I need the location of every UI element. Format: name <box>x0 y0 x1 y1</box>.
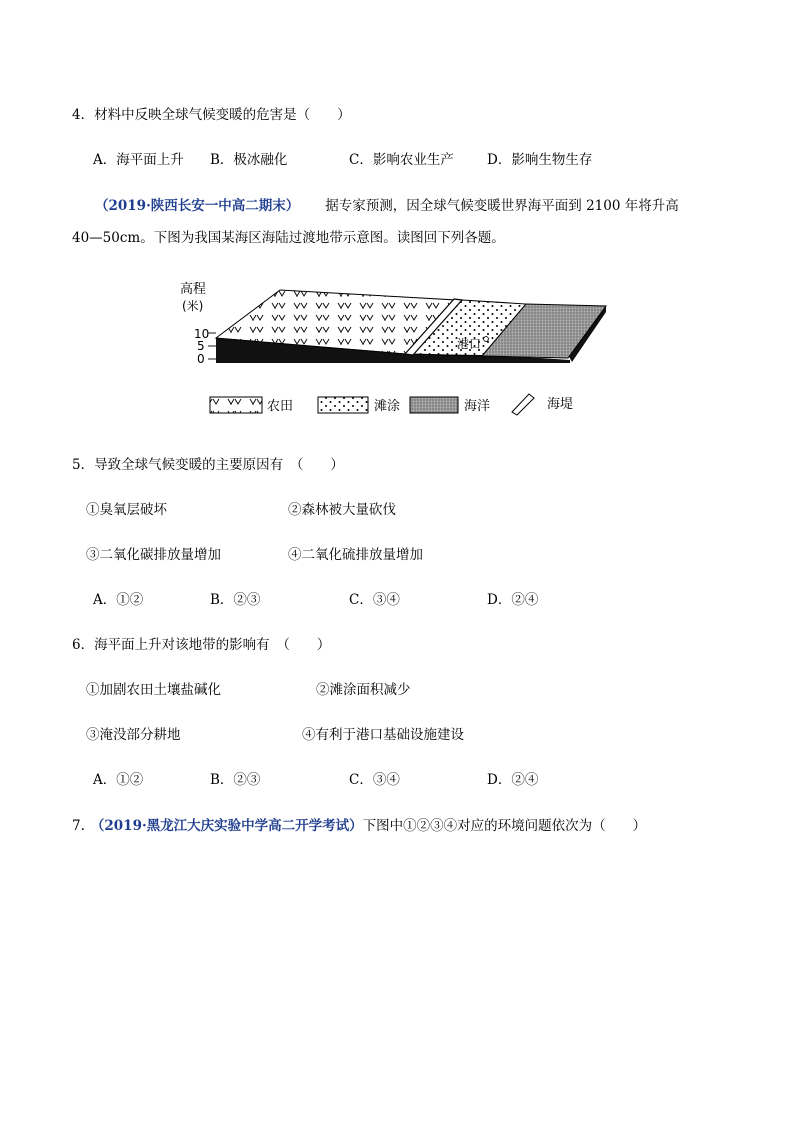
y-axis-unit: (米) <box>182 299 204 313</box>
farmland-pattern-icon <box>210 397 262 413</box>
q5-option-c: C．③④ <box>349 592 400 608</box>
q6-item-1: ①加剧农田土壤盐碱化 <box>86 682 221 698</box>
q4-option-c: C．影响农业生产 <box>349 152 454 168</box>
legend-label-tidal-flat: 滩涂 <box>374 399 401 414</box>
intro-line2: 40—50cm。下图为我国某海区海陆过渡地带示意图。读图回下列各题。 <box>72 230 505 246</box>
intro-line1: 据专家预测，因全球气候变暖世界海平面到 2100 年将升高 <box>325 198 679 214</box>
y-tick-10: 10 <box>194 327 210 341</box>
y-axis-title: 高程 <box>180 282 207 297</box>
seawall-icon <box>512 394 534 415</box>
legend-label-ocean: 海洋 <box>464 399 491 414</box>
q6-option-c: C．③④ <box>349 772 400 788</box>
q5-stem: 5．导致全球气候变暖的主要原因有 （ ） <box>72 457 344 473</box>
tidal-flat-pattern-icon <box>318 397 368 413</box>
legend <box>210 394 573 415</box>
q5-option-a: A．①② <box>93 592 144 608</box>
intro-source: （2019·陕西长安一中高二期末） <box>95 198 300 214</box>
y-tick-5: 5 <box>197 339 205 353</box>
coastal-zone-diagram <box>180 276 620 421</box>
q4-option-a: A．海平面上升 <box>93 152 184 168</box>
q5-item-3: ③二氧化碳排放量增加 <box>86 547 221 563</box>
q6-stem: 6．海平面上升对该地带的影响有 （ ） <box>72 637 331 653</box>
q5-item-2: ②森林被大量砍伐 <box>288 502 396 518</box>
q6-item-2: ②滩涂面积减少 <box>316 682 411 698</box>
q7-source: （2019·黑龙江大庆实验中学高二开学考试） <box>90 818 363 834</box>
q6-option-d: D．②④ <box>487 772 539 788</box>
q4-option-d: D．影响生物生存 <box>487 152 593 168</box>
q4-stem: 4．材料中反映全球气候变暖的危害是（ ） <box>72 107 351 123</box>
q6-option-b: B．②③ <box>210 772 261 788</box>
q5-item-1: ①臭氧层破坏 <box>86 502 167 518</box>
q5-option-d: D．②④ <box>487 592 539 608</box>
legend-label-farmland: 农田 <box>267 399 294 414</box>
intro-first-line <box>95 194 679 214</box>
y-tick-0: 0 <box>197 352 205 366</box>
q4-option-b: B．极冰融化 <box>210 152 288 168</box>
q6-item-3: ③淹没部分耕地 <box>86 727 181 743</box>
q6-option-a: A．①② <box>93 772 144 788</box>
q7-stem: 下图中①②③④对应的环境问题依次为（ ） <box>362 818 647 834</box>
q6-item-4: ④有利于港口基础设施建设 <box>302 727 464 743</box>
ocean-pattern-icon <box>410 397 458 413</box>
q5-option-b: B．②③ <box>210 592 261 608</box>
port-label: 港口 <box>457 337 482 351</box>
q5-item-4: ④二氧化硫排放量增加 <box>288 547 423 563</box>
q7-number: 7. <box>72 818 85 834</box>
coastal-zone-svg <box>180 276 620 421</box>
legend-label-seawall: 海堤 <box>547 397 574 412</box>
port-marker-icon <box>484 337 489 342</box>
q7-line <box>72 814 646 834</box>
